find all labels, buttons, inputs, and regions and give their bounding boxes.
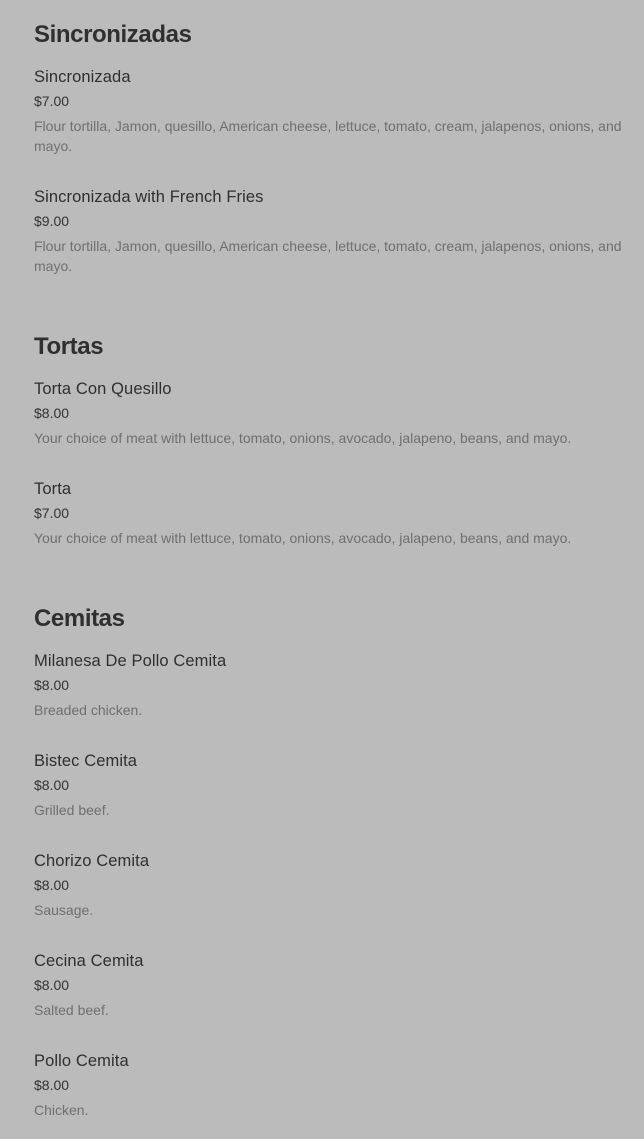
item-description: Flour tortilla, Jamon, quesillo, American cheese, lettuce, tomato, cream, jalapenos, onions, and mayo. (34, 118, 622, 154)
item-price: $7.00 (34, 505, 70, 521)
item-name: Sincronizada (34, 68, 131, 86)
menu-item[interactable] (34, 751, 624, 820)
section-title-tortas: Tortas (34, 333, 104, 360)
item-price: $9.00 (34, 213, 70, 229)
item-name: Chorizo Cemita (34, 852, 150, 870)
item-description: Chicken. (34, 1102, 89, 1118)
menu-item[interactable] (34, 951, 624, 1020)
section-title-sincronizadas: Sincronizadas (34, 21, 192, 48)
item-description: Your choice of meat with lettuce, tomato, onions, avocado, jalapeno, beans, and mayo. (34, 530, 572, 546)
item-name: Torta Con Quesillo (34, 380, 172, 398)
item-price: $8.00 (34, 977, 70, 993)
item-price: $8.00 (34, 677, 70, 693)
item-description: Grilled beef. (34, 802, 110, 818)
item-description: Breaded chicken. (34, 702, 143, 718)
item-name: Pollo Cemita (34, 1052, 129, 1070)
menu-item[interactable] (34, 187, 624, 276)
item-name: Sincronizada with French Fries (34, 188, 264, 206)
item-name: Bistec Cemita (34, 752, 138, 770)
menu-item[interactable] (34, 851, 624, 920)
item-price: $8.00 (34, 1077, 70, 1093)
item-description: Sausage. (34, 902, 94, 918)
menu-item[interactable] (34, 651, 624, 720)
menu-item[interactable] (34, 479, 624, 548)
section-title-cemitas: Cemitas (34, 605, 125, 632)
item-name: Torta (34, 480, 72, 498)
item-description: Your choice of meat with lettuce, tomato, onions, avocado, jalapeno, beans, and mayo. (34, 430, 572, 446)
item-description: Salted beef. (34, 1002, 109, 1018)
item-price: $7.00 (34, 93, 70, 109)
menu-item[interactable] (34, 379, 624, 448)
menu-item[interactable] (34, 67, 624, 156)
item-description: Flour tortilla, Jamon, quesillo, American cheese, lettuce, tomato, cream, jalapenos, onions, and mayo. (34, 238, 622, 274)
menu-item[interactable] (34, 1051, 624, 1120)
item-name: Milanesa De Pollo Cemita (34, 652, 227, 670)
item-price: $8.00 (34, 777, 70, 793)
item-price: $8.00 (34, 877, 70, 893)
item-name: Cecina Cemita (34, 952, 144, 970)
item-price: $8.00 (34, 405, 70, 421)
